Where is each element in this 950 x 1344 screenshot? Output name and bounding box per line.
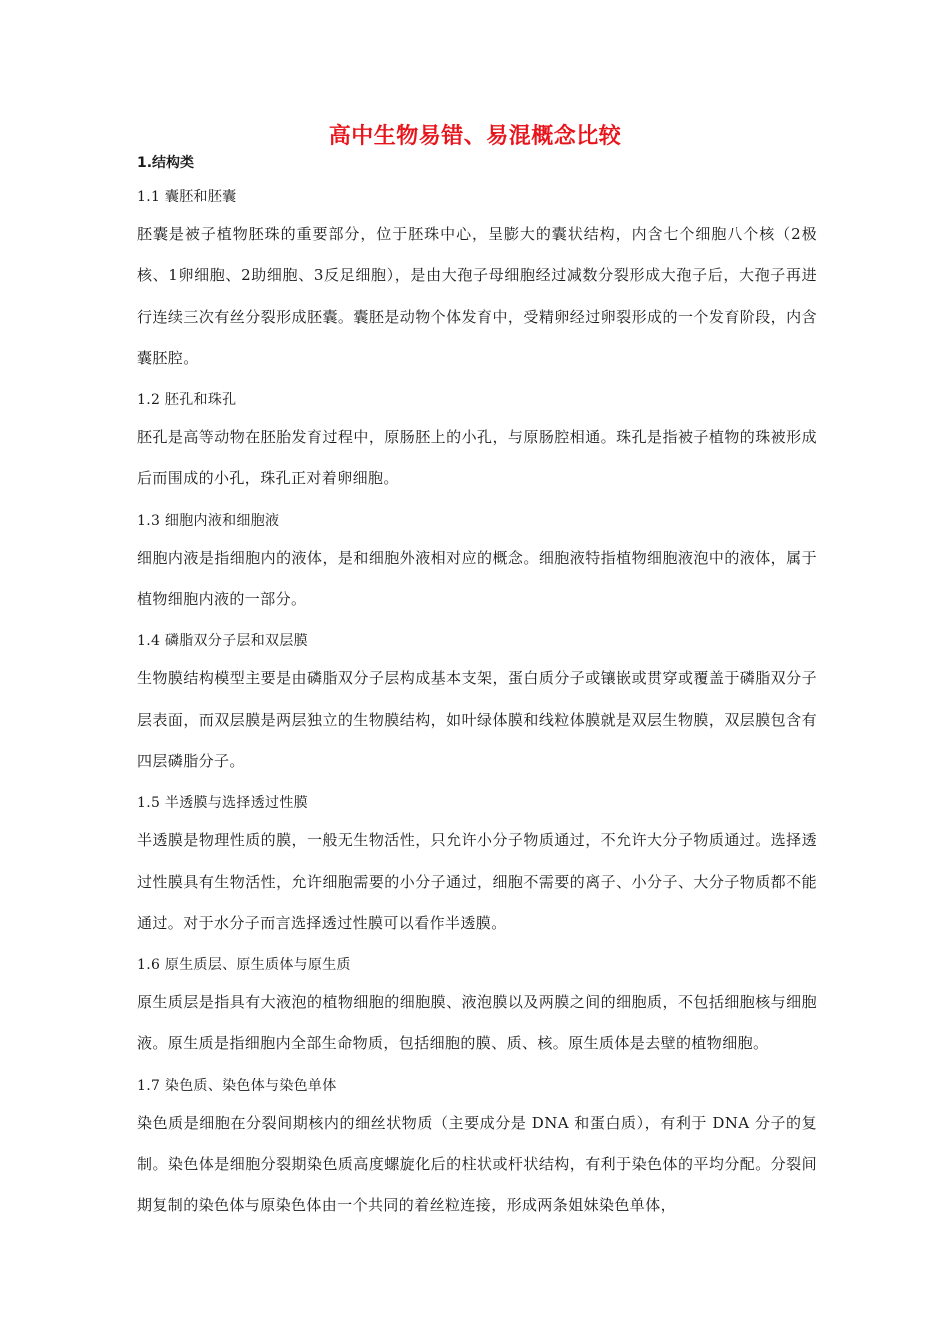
paragraph-1-5: 半透膜是物理性质的膜，一般无生物活性，只允许小分子物质通过，不允许大分子物质通过。选择透过性膜具有生物活性，允许细胞需要的小分子通过，细胞不需要的离子、小分子、大分子物质都不能通过。对于水分子而言选择透过性膜可以看作半透膜。 (137, 831, 817, 932)
document-body (137, 148, 817, 1227)
paragraph-1-6: 原生质层是指具有大液泡的植物细胞的细胞膜、液泡膜以及两膜之间的细胞质，不包括细胞核与细胞液。原生质是指细胞内全部生命物质，包括细胞的膜、质、核。原生质体是去壁的植物细胞。 (137, 993, 817, 1053)
paragraph-1-1: 胚囊是被子植物胚珠的重要部分，位于胚珠中心，呈膨大的囊状结构，内含七个细胞八个核（2极核、1卵细胞、2助细胞、3反足细胞），是由大孢子母细胞经过减数分裂形成大孢子后，大孢子再进行连续三次有丝分裂形成胚囊。囊胚是动物个体发育中，受精卵经过卵裂形成的一个发育阶段，内含囊胚腔。 (137, 225, 817, 367)
subsection-heading-1-7: 1.7 染色质、染色体与染色单体 (137, 1077, 337, 1094)
paragraph-1-3: 细胞内液是指细胞内的液体，是和细胞外液相对应的概念。细胞液特指植物细胞液泡中的液体，属于植物细胞内液的一部分。 (137, 548, 817, 609)
subsection-heading-1-3: 1.3 细胞内液和细胞液 (137, 512, 280, 529)
subsection-heading-1-1: 1.1 囊胚和胚囊 (137, 189, 237, 205)
section-heading: 1.结构类 (137, 155, 195, 171)
paragraph-1-2: 胚孔是高等动物在胚胎发育过程中，原肠胚上的小孔，与原肠腔相通。珠孔是指被子植物的珠被形成后而围成的小孔，珠孔正对着卵细胞。 (137, 428, 817, 488)
subsection-heading-1-5: 1.5 半透膜与选择透过性膜 (137, 795, 308, 812)
paragraph-1-7: 染色质是细胞在分裂间期核内的细丝状物质（主要成分是 DNA 和蛋白质），有利于 DNA 分子的复制。染色体是细胞分裂期染色质高度螺旋化后的柱状或杆状结构，有利于染色体的平均分配。分裂间期复制的染色体与原染色体由一个共同的着丝粒连接，形成两条姐妹染色单体， (137, 1113, 817, 1215)
paragraph-1-4: 生物膜结构模型主要是由磷脂双分子层构成基本支架，蛋白质分子或镶嵌或贯穿或覆盖于磷脂双分子层表面，而双层膜是两层独立的生物膜结构，如叶绿体膜和线粒体膜就是双层生物膜，双层膜包含有四层磷脂分子。 (137, 669, 817, 770)
subsection-heading-1-2: 1.2 胚孔和珠孔 (137, 392, 237, 409)
subsection-heading-1-4: 1.4 磷脂双分子层和双层膜 (137, 633, 308, 650)
document-title: 高中生物易错、易混概念比较 (328, 124, 622, 149)
subsection-heading-1-6: 1.6 原生质层、原生质体与原生质 (137, 957, 351, 974)
